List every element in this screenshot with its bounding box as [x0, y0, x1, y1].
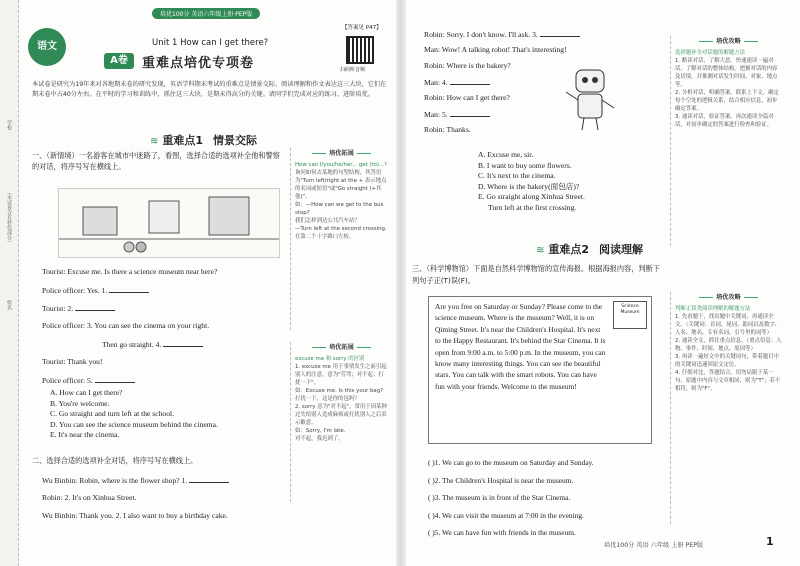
option: A. How can I get there? [50, 388, 123, 397]
intro-text: 本试卷是研究为19年来对各地期末卷的研究发现，英语学科期末考试的重难点是情景交际、阅读理解和作文表达这三大块，它们在期末卷中占40分左右。在平时的学习和训练中，抓住这三大块，是期末得高分的关键。请同学们完成对应的练习，进阶培优。 [32, 81, 387, 98]
tip1-content: How can I/you/he/her... get (to)...? 询问如何去某地的句型结构，其答语为"Turn left/right at the + 表示地点的名词或短语"或"Go straight (+其他)"。 如：—How can we get to the bus stop? 我们怎样到达公共汽车站？ —Turn left at the second crossing. 在第二个十字路口左转。 [295, 162, 388, 240]
q1-prompt: 一、（新情境）一名游客在城市中迷路了，看图，选择合适的选项补全他和警察的对话，将序号写在横线上。 [32, 151, 280, 171]
dialog-line: Tourist: 2. [42, 302, 282, 320]
footer-text: 培优100分 英语 六年级 上册 PEP版 [604, 542, 704, 549]
q2-prompt: 二、选择合适的选项补全对话，将序号写在横线上。 [32, 456, 198, 465]
option: C. It's next to the cinema. [478, 171, 556, 180]
answer-blank[interactable] [109, 284, 149, 293]
tip2-title: 培优拓展 [295, 342, 388, 351]
answer-blank[interactable] [189, 474, 229, 483]
main-title: 重难点培优专项卷 [142, 56, 255, 71]
tip4-subtitle: 判断正误类阅读理解的解题方法 [675, 306, 751, 312]
answer-blank[interactable] [75, 302, 115, 311]
dialog-line: Police officer: 5. [42, 374, 282, 392]
dialog-line: Then go straight. 4. [42, 338, 282, 356]
tip2-content: excuse me 和 sorry 的区别 1. excuse me 用于事情发生之前引起别人的注意，意为"劳驾；对不起；打扰一下"。 如：Excuse me. Is this your bag? 打扰一下，这是你的包吗？ 2. sorry 意为"对不起"，常用于因某种过失给别人造成麻烦或打扰别人之后表示歉意。 如：Sorry, I'm late. 对不起，我迟到了。 [295, 356, 387, 442]
option: D. You can see the science museum behind the cinema. [50, 419, 218, 429]
answer-blank[interactable] [450, 108, 490, 117]
dialog-line: Robin: How can I get there? [424, 93, 510, 102]
binding-name: 姓名 [6, 300, 12, 310]
option: E. Go straight along Xinhua Street. [478, 192, 585, 201]
tip3-box [670, 36, 782, 246]
museum-poster [428, 296, 652, 444]
dialog-line: Tourist: Thank you! [42, 357, 103, 366]
section1-heading [150, 131, 257, 149]
wave-icon: ≋ [150, 136, 159, 147]
dialog-line: Man: 4. [424, 76, 644, 92]
tip3-content: 1. 略读对话，了解大意。快速通读一遍对话，了解对话的整体结构，把握对话的内容及语境，并推测对话发生时间、对象、地点等。 2. 分析对话，明确答案。联系上下文，确定每个空处的逻辑关系，结合相应信息，初步确定答案。 3. 通读对话，验证答案。再次通读全篇对话，对初步确定的答案进行检查和验证。 [675, 58, 779, 128]
answer-blank[interactable] [450, 76, 490, 85]
dialog-line: Police officer: Yes. 1. [42, 284, 282, 302]
dialog1 [42, 266, 282, 392]
left-binding-margin [0, 0, 19, 566]
statement[interactable]: ( )3. The museum is in front of the Star Cinema. [428, 493, 571, 503]
section1-title: 情景交际 [213, 134, 258, 147]
unit-title: Unit 1 How can I get there? [152, 38, 269, 48]
answer-blank[interactable] [95, 374, 135, 383]
option: D. Where is the bakery(面包店)? [478, 181, 580, 191]
answer-blank[interactable] [540, 28, 580, 37]
binding-school: 学校 [6, 120, 12, 130]
top-tag: 培优100分 英语六年级上册·PEP版 [152, 8, 260, 19]
statements [428, 454, 658, 542]
binding-note: （本试卷含有特色部分） [6, 190, 12, 245]
robot-icon [560, 64, 620, 134]
statement[interactable]: ( )5. We can have fun with friends in the museum. [428, 528, 576, 538]
map-illustration [58, 188, 280, 258]
section2-heading [536, 240, 643, 258]
page-fold [396, 0, 406, 566]
logo-badge: 语文 [28, 28, 66, 66]
qr-code[interactable] [346, 36, 374, 64]
dialog-line: Robin: 2. It's on Xinhua Street. [42, 493, 137, 502]
dialog-line: Man: Wow! A talking robot! That's interesting! [424, 45, 567, 54]
statement[interactable]: ( )2. The Children's Hospital is near the museum. [428, 475, 574, 485]
answer-blank[interactable] [163, 338, 203, 347]
dialog-line: Man: 5. [424, 108, 644, 124]
option: A. Excuse me, sir. [478, 150, 534, 159]
dialog-line: Robin: Thanks. [424, 125, 471, 134]
city-scene [59, 189, 279, 257]
option: B. You're welcome. [50, 398, 110, 408]
section2-label: 重难点2 [548, 243, 590, 256]
section1-label: 重难点1 [162, 134, 204, 147]
statement[interactable]: ( )4. We can visit the museum at 7:00 in the evening. [428, 510, 584, 520]
robot-illustration [560, 64, 620, 134]
volume-badge: A卷 [104, 53, 134, 69]
q3-prompt: 三、（科学博物馆）下面是自然科学博物馆的宣传海报。根据海报内容，判断下列句子正(T)误(F)。 [412, 264, 660, 285]
tip2-box [290, 342, 388, 502]
tip4-title: 培优攻略 [675, 292, 782, 301]
option: B. I want to buy some flowers. [478, 160, 572, 170]
tip1-title: 培优拓展 [295, 148, 388, 157]
options1 [50, 388, 280, 441]
dialog2 [42, 474, 284, 532]
tip4-content: 1. 先看题干，找出题中关键词，再通读全文。（关键词：首词、尾词、助词以及数字、人名、地名、专有名词、引号里的词等） 2. 通读全文，抓住重点信息。（重点信息：人物、事件、时间、地点、原因等） 3. 再读一遍短文中的关键词句，带着题目中的关键词迅速回原文定位。 4. 仔细对比，答题结合，切勿局限于某一句。原题中内容与文章相同，则为"T"；若不相符，则为"F"。 [675, 314, 782, 392]
option: C. Go straight and turn left at the school. [50, 409, 175, 418]
tip3-title: 培优攻略 [675, 36, 782, 45]
tip3-subtitle: 选择题补全对话题的解题方法 [675, 50, 746, 56]
tip1-box [290, 148, 388, 330]
dialog-line: Tourist: Excuse me. Is there a science museum near here? [42, 267, 218, 276]
dialog-line: Police officer: 3. You can see the cinema on your right. [42, 321, 210, 330]
dialog-line: Robin: Sorry. I don't know. I'll ask. 3. [424, 28, 644, 44]
dialog-line: Robin: Where is the bakery? [424, 61, 511, 70]
section2-title: 阅读理解 [599, 243, 644, 256]
answer-ref: 【答案见 P47】 [342, 25, 382, 31]
statement[interactable]: ( )1. We can go to the museum on Saturday and Sunday. [428, 458, 594, 467]
poster-logo: Science Museum [613, 301, 647, 329]
qr-caption: 扫码听音频 [340, 67, 366, 73]
tip4-box [670, 292, 782, 524]
page-number: 1 [766, 535, 774, 548]
option: E. It's near the cinema. [50, 430, 120, 439]
wave-icon: ≋ [536, 245, 545, 256]
option: Turn left at the first crossing. [488, 202, 577, 212]
options-right [478, 150, 658, 213]
poster-passage: Are you free on Saturday or Sunday? Please come to the science museum. Where is the museum? Well, it is on Qiming Street. It's near the Children's Hospital. It's next to the Happy Restaurant. It's behind the Star Cinema. It is open from 9:00 a.m. to 5:00 p.m. In the museum, you can know many interesting things. You can see the beautiful stars. You can talk with the smart robots. You can have fun with your friends. Welcome to the museum! [435, 302, 606, 391]
dialog-line: Wu Binbin: Thank you. 2. I also want to buy a birthday cake. [42, 511, 228, 520]
dialog-line: Wu Binbin: Robin, where is the flower shop? 1. [42, 474, 284, 492]
